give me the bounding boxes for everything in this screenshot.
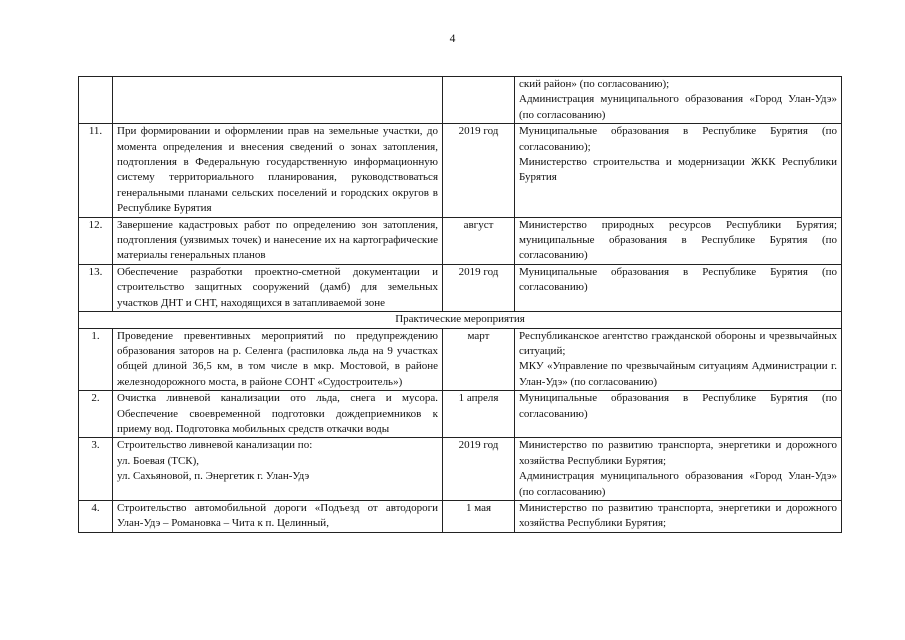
table-row	[79, 438, 842, 501]
responsible-text: Республиканское агентство гражданской обороны и чрезвычайных ситуаций;	[519, 329, 837, 357]
responsible-cell	[515, 264, 842, 311]
deadline-cell	[443, 77, 515, 124]
measure-cell	[113, 124, 443, 217]
measure-text: Строительство автомобильной дороги «Подъезд от автодороги Улан-Удэ – Романовка – Чита к п. Целинный,	[117, 501, 438, 530]
responsible-cell	[515, 438, 842, 501]
page-number: 4	[449, 33, 456, 45]
deadline-cell: 1 мая	[443, 500, 515, 532]
measure-text: Завершение кадастровых работ по определению зон затопления, подтопления (уязвимых точек) и нанесение их на картографические материалы генеральных планов	[117, 218, 438, 262]
responsible-text: Министерство по развитию транспорта, энергетики и дорожного хозяйства Республики Бурятия;	[519, 439, 837, 467]
table-row	[79, 77, 842, 124]
table-row	[79, 391, 842, 438]
measure-cell	[113, 328, 443, 391]
deadline-cell: март	[443, 328, 515, 391]
table-row	[79, 217, 842, 264]
row-number: 2.	[79, 391, 113, 438]
responsible-text: Администрация муниципального образования «Город Улан-Удэ» (по согласованию)	[519, 470, 837, 498]
row-number	[79, 77, 113, 124]
measure-text: Проведение превентивных мероприятий по предупреждению образования заторов на р. Селенга (распиловка льда на 9 участках общей длиной 36,5 км, в том числе в мкр. Мостовой, в районе железнодорожного моста, в районе СОНТ «Судостроитель»)	[117, 329, 438, 388]
responsible-text: Муниципальные образования в Республике Бурятия (по согласованию)	[519, 265, 837, 294]
row-number: 1.	[79, 328, 113, 391]
responsible-cell	[515, 217, 842, 264]
responsible-text: МКУ «Управление по чрезвычайным ситуациям Администрации г. Улан-Удэ» (по согласованию)	[519, 360, 837, 388]
responsible-text: Министерство по развитию транспорта, энергетики и дорожного хозяйства Республики Бурятия;	[519, 501, 837, 530]
deadline-cell: август	[443, 217, 515, 264]
responsible-text: ский район» (по согласованию);	[519, 78, 670, 90]
measure-text: ул. Боевая (ТСК),	[117, 454, 200, 467]
row-number: 12.	[79, 217, 113, 264]
table-row	[79, 328, 842, 391]
responsible-cell	[515, 124, 842, 217]
practical-table-body	[79, 328, 842, 532]
table-row	[79, 124, 842, 217]
responsible-cell	[515, 77, 842, 124]
row-number: 4.	[79, 500, 113, 532]
responsible-text: Муниципальные образования в Республике Бурятия (по согласованию);	[519, 125, 837, 153]
table-row	[79, 500, 842, 532]
responsible-cell	[515, 391, 842, 438]
measure-cell	[113, 500, 443, 532]
row-number: 13.	[79, 264, 113, 311]
measure-text: Очистка ливневой канализации ото льда, снега и мусора. Обеспечение своевременной подготовки дождеприемников к приему вод. Подготовка мобильных средств откачки воды	[117, 392, 438, 435]
measure-cell	[113, 217, 443, 264]
row-number: 3.	[79, 438, 113, 501]
responsible-text: Муниципальные образования в Республике Бурятия (по согласованию)	[519, 392, 837, 420]
responsible-cell	[515, 328, 842, 391]
deadline-cell: 2019 год	[443, 438, 515, 501]
table-row	[79, 264, 842, 311]
section-title: Практические мероприятия	[79, 312, 842, 328]
measure-text: Строительство ливневой канализации по:	[117, 439, 313, 452]
responsible-text: Министерство строительства и модернизации ЖКК Республики Бурятия	[519, 156, 837, 184]
deadline-cell: 2019 год	[443, 124, 515, 217]
measure-cell	[113, 391, 443, 438]
measures-table-body	[79, 77, 842, 312]
measure-cell	[113, 264, 443, 311]
responsible-cell	[515, 500, 842, 532]
measure-text: ул. Сахьяновой, п. Энергетик г. Улан-Удэ	[117, 470, 310, 483]
responsible-text: Администрация муниципального образования «Город Улан-Удэ» (по согласованию)	[519, 93, 837, 121]
section-row-group	[79, 312, 842, 328]
measures-table	[78, 76, 842, 533]
section-row	[79, 312, 842, 328]
deadline-cell: 2019 год	[443, 264, 515, 311]
measure-cell	[113, 438, 443, 501]
measure-text: Обеспечение разработки проектно-сметной документации и строительство защитных сооружений (дамб) для земельных участков ДНТ и СНТ, находящихся в затапливаемой зоне	[117, 265, 438, 309]
measure-cell	[113, 77, 443, 124]
row-number: 11.	[79, 124, 113, 217]
responsible-text: Министерство природных ресурсов Республики Бурятия; муниципальные образования в Республике Бурятия (по согласованию)	[519, 218, 837, 262]
measure-text: При формировании и оформлении прав на земельные участки, до момента определения и внесения сведений о зонах затопления, подтопления в Федеральную государственную информационную систему территориального планирования, руководствоваться генеральными планами сельских поселений и городских округов в Республике Бурятия	[117, 125, 438, 215]
deadline-cell: 1 апреля	[443, 391, 515, 438]
